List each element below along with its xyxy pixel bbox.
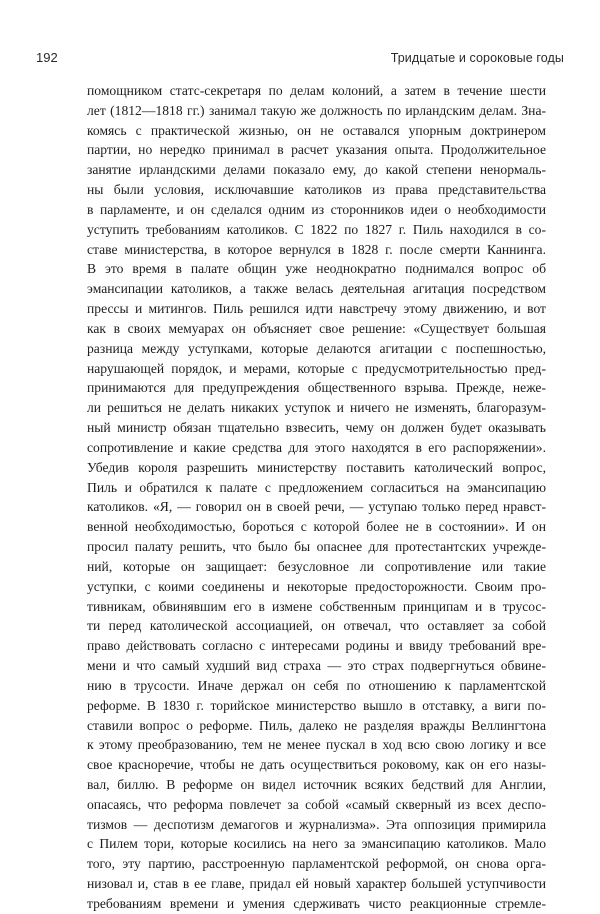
text-line: комясь с практической жизнью, он не оставался упорным доктринером	[87, 122, 546, 138]
text-line: прессы и митингов. Пиль решился идти навстречу этому движению, и вот	[87, 301, 546, 317]
page-number: 192	[36, 50, 58, 65]
text-line: как в своих мемуарах он объясняет свое решение: «Существует большая	[87, 320, 546, 336]
text-line: венной необходимостью, бороться с которой более не в состоянии». И он	[87, 519, 546, 535]
text-line: ти перед католической ассоциацией, он отвечал, что оставляет за собой	[87, 618, 546, 634]
text-line: Убедив короля разрешить министерству поставить католический вопрос,	[87, 459, 546, 475]
text-line: вал, биллю. В реформе он видел источник всяких бедствий для Англии,	[87, 776, 546, 792]
text-line: право действовать согласно с интересами родины и ввиду требований вре-	[87, 638, 546, 654]
text-line: эмансипации католиков, а также велась деятельная агитация посредством	[87, 281, 546, 297]
text-line: свое красноречие, чтобы не дать осуществиться роковому, как он его назы-	[87, 757, 546, 773]
text-line: ний, которые он защищает: безусловное ли сопротивление или такие	[87, 558, 546, 574]
text-line: низовал и, став в ее главе, придал ей новый характер большей уступчивости	[87, 876, 546, 892]
text-line: в парламенте, и он сделался одним из сторонников идеи о необходимости	[87, 201, 546, 217]
text-line: ный министр обязан тщательно взвесить, чему он должен будет оказывать	[87, 420, 546, 436]
body-text	[87, 81, 546, 914]
text-line: партии, но нередко принимал в расчет указания опыта. Продолжительное	[87, 142, 546, 158]
text-line: того, эту партию, расстроенную парламентской реформой, он снова орга-	[87, 856, 546, 872]
text-line: тивникам, обвинявшим его в измене собственным принципам и в трусос-	[87, 598, 546, 614]
text-line: нию в трусости. Иначе держал он себя по отношению к парламентской	[87, 677, 546, 693]
text-line: ли решиться не делать никаких уступок и ничего не изменять, благоразум-	[87, 400, 546, 416]
text-line: опасаясь, что реформа повлечет за собой «самый скверный из всех деспо-	[87, 796, 546, 812]
text-line: В это время в палате общин уже неоднократно поднимался вопрос об	[87, 261, 546, 277]
text-line: ны были условия, исключавшие католиков из права представительства	[87, 182, 546, 198]
text-line: помощником статс-секретаря по делам колоний, а затем в течение шести	[87, 83, 546, 98]
text-line: уступки, с коими соединены и некоторые предосторожности. Своим про-	[87, 578, 546, 594]
text-line: требованиям времени и умения сдерживать чисто реакционные стремле-	[87, 895, 546, 911]
text-line: нарушающей порядок, и мерами, которые с предусмотрительностью пред-	[87, 360, 546, 376]
text-line: мени и что самый худший вид страха — это страх подвергнуться обвине-	[87, 658, 546, 674]
text-line: лет (1812—1818 гг.) занимал такую же должность по ирландским делам. Зна-	[87, 102, 546, 118]
text-line: сопротивление и какие средства для этого находятся в его распоряжении».	[87, 439, 546, 455]
text-line: к этому преобразованию, тем не менее пускал в ход всю свою логику и все	[87, 737, 546, 753]
text-line: ставе министерства, в которое вернулся в 1828 г. после смерти Каннинга.	[87, 241, 546, 257]
text-line: тизмов — деспотизм демагогов и журнализма». Эта оппозиция примирила	[87, 816, 546, 832]
text-line: занятие ирландскими делами показало ему, до какой степени ненормаль-	[87, 162, 546, 178]
text-line: уступить требованиям католиков. С 1822 по 1827 г. Пиль находился в со-	[87, 221, 546, 237]
text-line: с Пилем тори, которые косились на него за эмансипацию католиков. Мало	[87, 836, 546, 852]
text-line: разница между уступками, которые делаются агитации с поспешностью,	[87, 340, 546, 356]
text-line: принимаются для предупреждения общественного взрыва. Прежде, неже-	[87, 380, 546, 396]
text-line: католиков. «Я, — говорил он в своей речи, — уступаю только перед нравст-	[87, 499, 546, 515]
section-title: Тридцатые и сороковые годы	[390, 51, 564, 65]
text-line: Пиль и обратился к палате с предложением согласиться на эмансипацию	[87, 479, 546, 495]
running-head	[36, 50, 564, 68]
text-line: ставили вопрос о реформе. Пиль, далеко не разделяя вражды Веллингтона	[87, 717, 546, 733]
text-line: реформе. В 1830 г. торийское министерство вышло в отставку, а виги по-	[87, 697, 546, 713]
text-line: просил палату решить, что было бы опаснее для протестантских учрежде-	[87, 539, 546, 555]
